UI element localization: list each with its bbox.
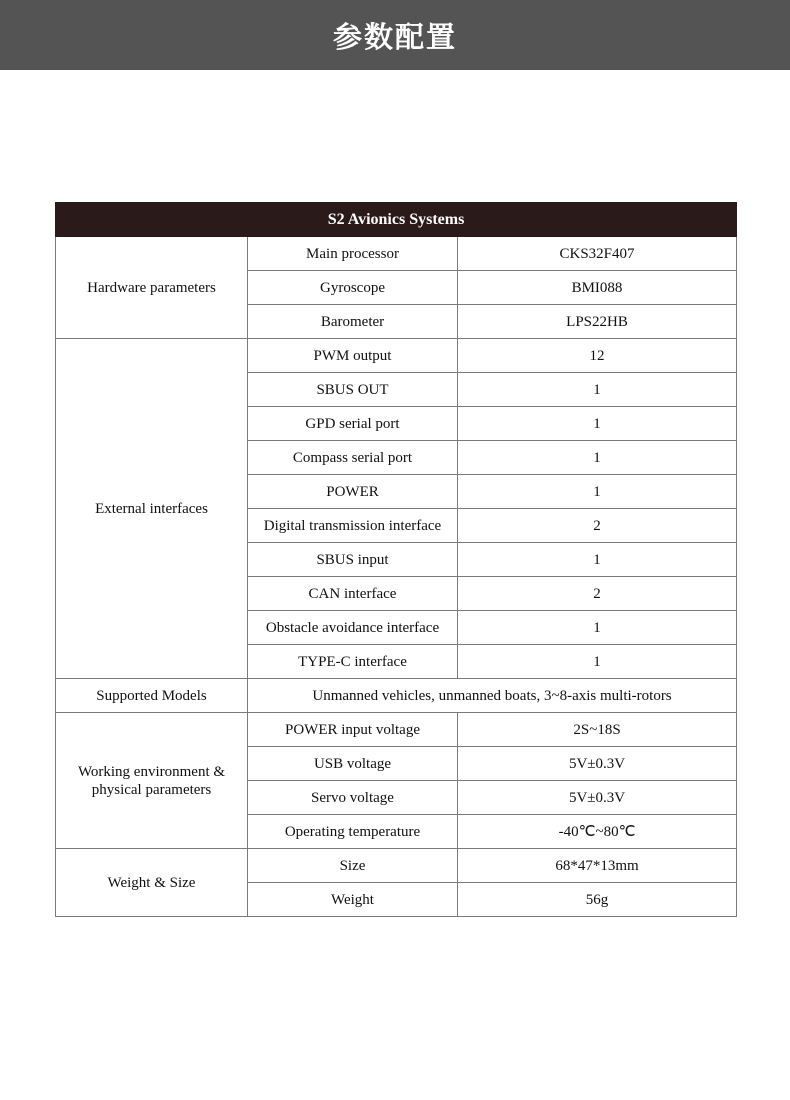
param-cell: Barometer (248, 305, 458, 339)
group-label-working-environment (56, 713, 248, 849)
group-label-supported-models: Supported Models (56, 679, 248, 713)
value-cell-supported-models: Unmanned vehicles, unmanned boats, 3~8-axis multi-rotors (248, 679, 737, 713)
value-cell: 2S~18S (458, 713, 737, 747)
page-title: 参数配置 (332, 19, 457, 54)
param-cell: POWER input voltage (248, 713, 458, 747)
value-cell: 5V±0.3V (458, 781, 737, 815)
param-cell: Obstacle avoidance interface (248, 611, 458, 645)
param-cell: Servo voltage (248, 781, 458, 815)
group-label-external-interfaces: External interfaces (56, 339, 248, 679)
value-cell: LPS22HB (458, 305, 737, 339)
value-cell: 1 (458, 407, 737, 441)
param-cell: Weight (248, 883, 458, 917)
table-row (56, 713, 737, 747)
param-cell: POWER (248, 475, 458, 509)
value-cell: -40℃~80℃ (458, 815, 737, 849)
param-cell: Compass serial port (248, 441, 458, 475)
value-cell: CKS32F407 (458, 237, 737, 271)
group-label-line: physical parameters (91, 781, 212, 798)
table-row (56, 237, 737, 271)
spec-table (55, 202, 737, 917)
value-cell: 5V±0.3V (458, 747, 737, 781)
value-cell: 68*47*13mm (458, 849, 737, 883)
param-cell: Gyroscope (248, 271, 458, 305)
param-cell: SBUS OUT (248, 373, 458, 407)
group-label-line: Working environment & (77, 763, 226, 780)
param-cell: USB voltage (248, 747, 458, 781)
value-cell: 2 (458, 509, 737, 543)
value-cell: 1 (458, 611, 737, 645)
table-title: S2 Avionics Systems (56, 203, 737, 237)
header-banner (0, 0, 790, 70)
table-row (56, 679, 737, 713)
param-cell: SBUS input (248, 543, 458, 577)
value-cell: 1 (458, 645, 737, 679)
table-row (56, 339, 737, 373)
param-cell: Size (248, 849, 458, 883)
value-cell: 1 (458, 543, 737, 577)
table-header-row (56, 203, 737, 237)
group-label-hardware: Hardware parameters (56, 237, 248, 339)
value-cell: 12 (458, 339, 737, 373)
param-cell: TYPE-C interface (248, 645, 458, 679)
param-cell: Operating temperature (248, 815, 458, 849)
param-cell: GPD serial port (248, 407, 458, 441)
value-cell: 56g (458, 883, 737, 917)
value-cell: 2 (458, 577, 737, 611)
value-cell: 1 (458, 441, 737, 475)
table-row (56, 849, 737, 883)
value-cell: BMI088 (458, 271, 737, 305)
param-cell: Main processor (248, 237, 458, 271)
value-cell: 1 (458, 373, 737, 407)
group-label-weight-size: Weight & Size (56, 849, 248, 917)
value-cell: 1 (458, 475, 737, 509)
param-cell: Digital transmission interface (248, 509, 458, 543)
param-cell: CAN interface (248, 577, 458, 611)
param-cell: PWM output (248, 339, 458, 373)
